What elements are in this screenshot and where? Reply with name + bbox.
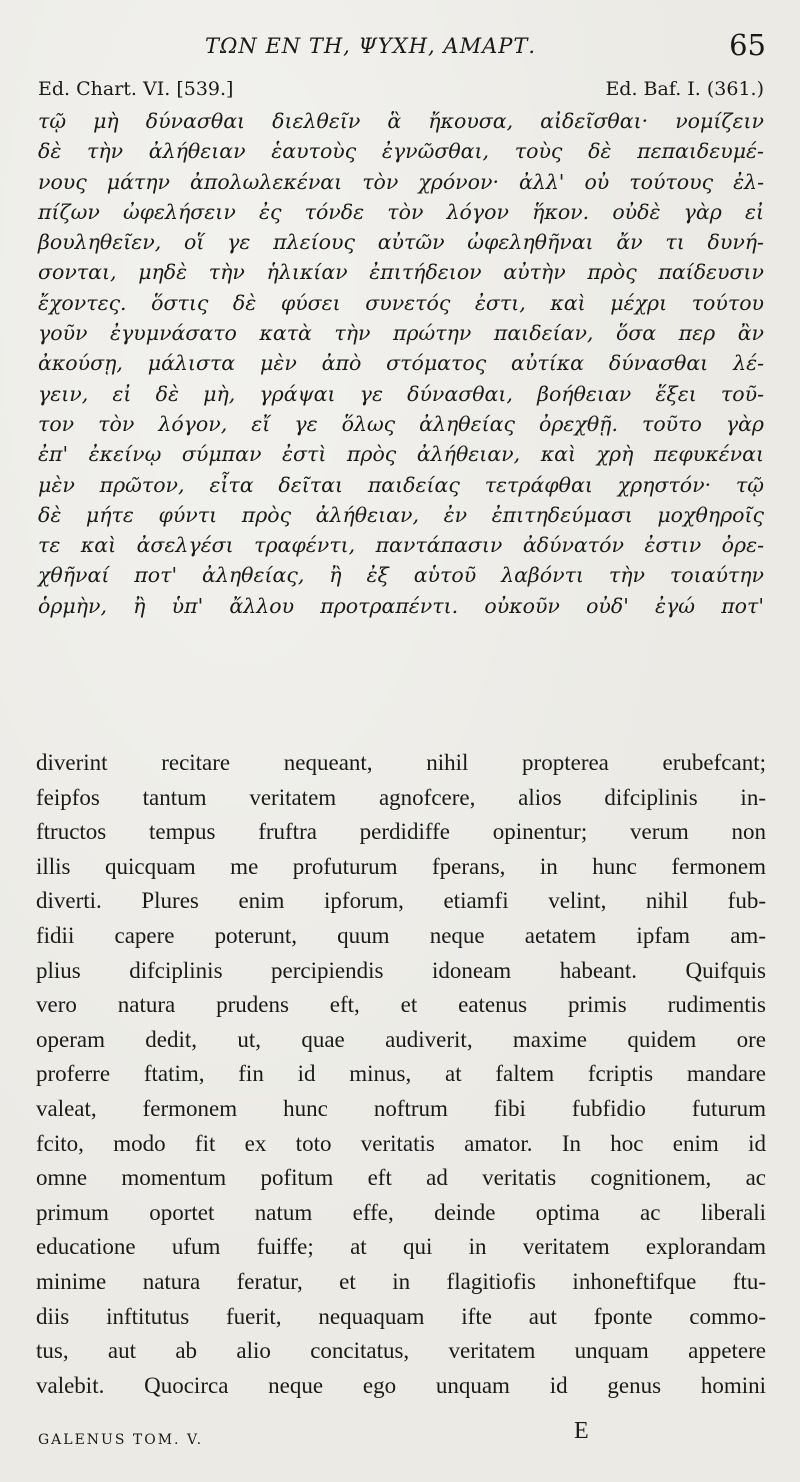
greek-text-line: τῷ μὴ δύνασθαι διελθεῖν ἃ ἤκουσα, αἰδεῖσθαι· νομίζειν [38, 109, 764, 133]
latin-text-line: tus, aut ab alio concitatus, veritatem unquam appetere [36, 1338, 766, 1364]
latin-text-line: diverint recitare nequeant, nihil propterea erubefcant; [36, 750, 766, 775]
latin-text-line: valeat, fermonem hunc noftrum fibi fubfidio futurum [36, 1095, 766, 1121]
greek-text-line: δὲ τὴν ἀλήθειαν ἑαυτοὺς ἐγνῶσθαι, τοὺς δὲ πεπαιδευμέ- [38, 139, 764, 164]
latin-text-line: valebit. Quocirca neque ego unquam id genus homini [36, 1372, 766, 1398]
greek-text-line: χθῆναί ποτ' ἀληθείας, ἢ ἐξ αὑτοῦ λαβόντι τὴν τοιαύτην [38, 563, 764, 588]
latin-text-line: fcito, modo fit ex toto veritatis amator. In hoc enim id [36, 1130, 766, 1156]
greek-text-line: ὁρμὴν, ἢ ὑπ' ἄλλου προτραπέντι. οὐκοῦν οὐδ' ἐγώ ποτ' [38, 593, 764, 618]
greek-text-line: μὲν πρῶτον, εἶτα δεῖται παιδείας τετράφθαι χρηστόν· τῷ [38, 472, 764, 497]
page-number: 65 [729, 28, 766, 62]
latin-text-line: minime natura feratur, et in flagitiofis inhoneftifque ftu- [36, 1268, 766, 1294]
edition-reference-basel: Ed. Baf. I. (361.) [605, 78, 764, 100]
greek-text-line: βουληθεῖεν, οἵ γε πλείους αὐτῶν ὠφεληθῆναι ἄν τι δυνή- [38, 230, 764, 255]
latin-text-line: vero natura prudens eft, et eatenus primis rudimentis [36, 992, 766, 1018]
latin-text-line: proferre ftatim, fin id minus, at faltem fcriptis mandare [36, 1061, 766, 1087]
page-header [0, 28, 800, 68]
greek-text-line: πίζων ὠφελήσειν ἐς τόνδε τὸν λόγον ἥκον. οὐδὲ γὰρ εἰ [38, 199, 764, 224]
latin-text-line: educatione ufum fuiffe; at qui in veritatem explorandam [36, 1234, 766, 1260]
greek-text-block [38, 106, 764, 621]
page-footer [38, 1418, 764, 1458]
greek-text-line: τε καὶ ἀσελγέσι τραφέντι, παντάπασιν ἀδύνατόν ἐστιν ὀρε- [38, 533, 764, 558]
greek-text-line: ἐπ' ἐκείνῳ σύμπαν ἐστὶ πρὸς ἀλήθειαν, καὶ χρὴ πεφυκέναι [38, 442, 764, 467]
greek-text-line: νους μάτην ἀπολωλεκέναι τὸν χρόνον· ἀλλ' οὐ τούτους ἐλ- [38, 169, 764, 194]
latin-text-line: diis inftitutus fuerit, nequaquam ifte aut fponte commo- [36, 1303, 766, 1329]
printer-signature: GALENUS TOM. V. [38, 1432, 204, 1448]
greek-text-line: τον τὸν λόγον, εἴ γε ὅλως ἀληθείας ὀρεχθῇ. τοῦτο γὰρ [38, 411, 764, 436]
latin-text-line: plius difciplinis percipiendis idoneam habeant. Quifquis [36, 957, 766, 983]
greek-text-line: ἔχοντες. ὅστις δὲ φύσει συνετός ἐστι, καὶ μέχρι τούτου [38, 290, 764, 315]
signature-mark: E [574, 1418, 589, 1444]
greek-text-line: ἀκούσῃ, μάλιστα μὲν ἀπὸ στόματος αὐτίκα δύνασθαι λέ- [38, 351, 764, 376]
latin-text-block [36, 746, 766, 1403]
latin-text-line: primum oportet natum effe, deinde optima ac liberali [36, 1199, 766, 1225]
greek-text-line: σονται, μηδὲ τὴν ἡλικίαν ἐπιτήδειον αὐτὴν πρὸς παίδευσιν [38, 260, 764, 285]
greek-text-line: δὲ μήτε φύντι πρὸς ἀλήθειαν, ἐν ἐπιτηδεύμασι μοχθηροῖς [38, 502, 764, 527]
edition-reference-chart: Ed. Chart. VI. [539.] [38, 78, 234, 100]
latin-text-line: feipfos tantum veritatem agnofcere, alios difciplinis in- [36, 784, 766, 810]
latin-text-line: omne momentum pofitum eft ad veritatis cognitionem, ac [36, 1165, 766, 1191]
running-head: ΤΩΝ ΕΝ ΤΗ, ΨΥΧΗ, ΑΜΑΡΤ. [205, 34, 537, 58]
latin-text-line: operam dedit, ut, quae audiverit, maxime quidem ore [36, 1026, 766, 1052]
latin-text-line: fidii capere poterunt, quum neque aetatem ipfam am- [36, 922, 766, 948]
edition-reference-line [38, 78, 764, 106]
greek-text-line: γειν, εἰ δὲ μὴ, γράψαι γε δύνασθαι, βοήθειαν ἕξει τοῦ- [38, 381, 764, 406]
latin-text-line: illis quicquam me profuturum fperans, in hunc fermonem [36, 853, 766, 879]
latin-text-line: ftructos tempus fruftra perdidiffe opinentur; verum non [36, 819, 766, 845]
greek-text-line: γοῦν ἐγυμνάσατο κατὰ τὴν πρώτην παιδείαν, ὅσα περ ἂν [38, 321, 764, 346]
latin-text-line: diverti. Plures enim ipforum, etiamfi velint, nihil fub- [36, 888, 766, 914]
